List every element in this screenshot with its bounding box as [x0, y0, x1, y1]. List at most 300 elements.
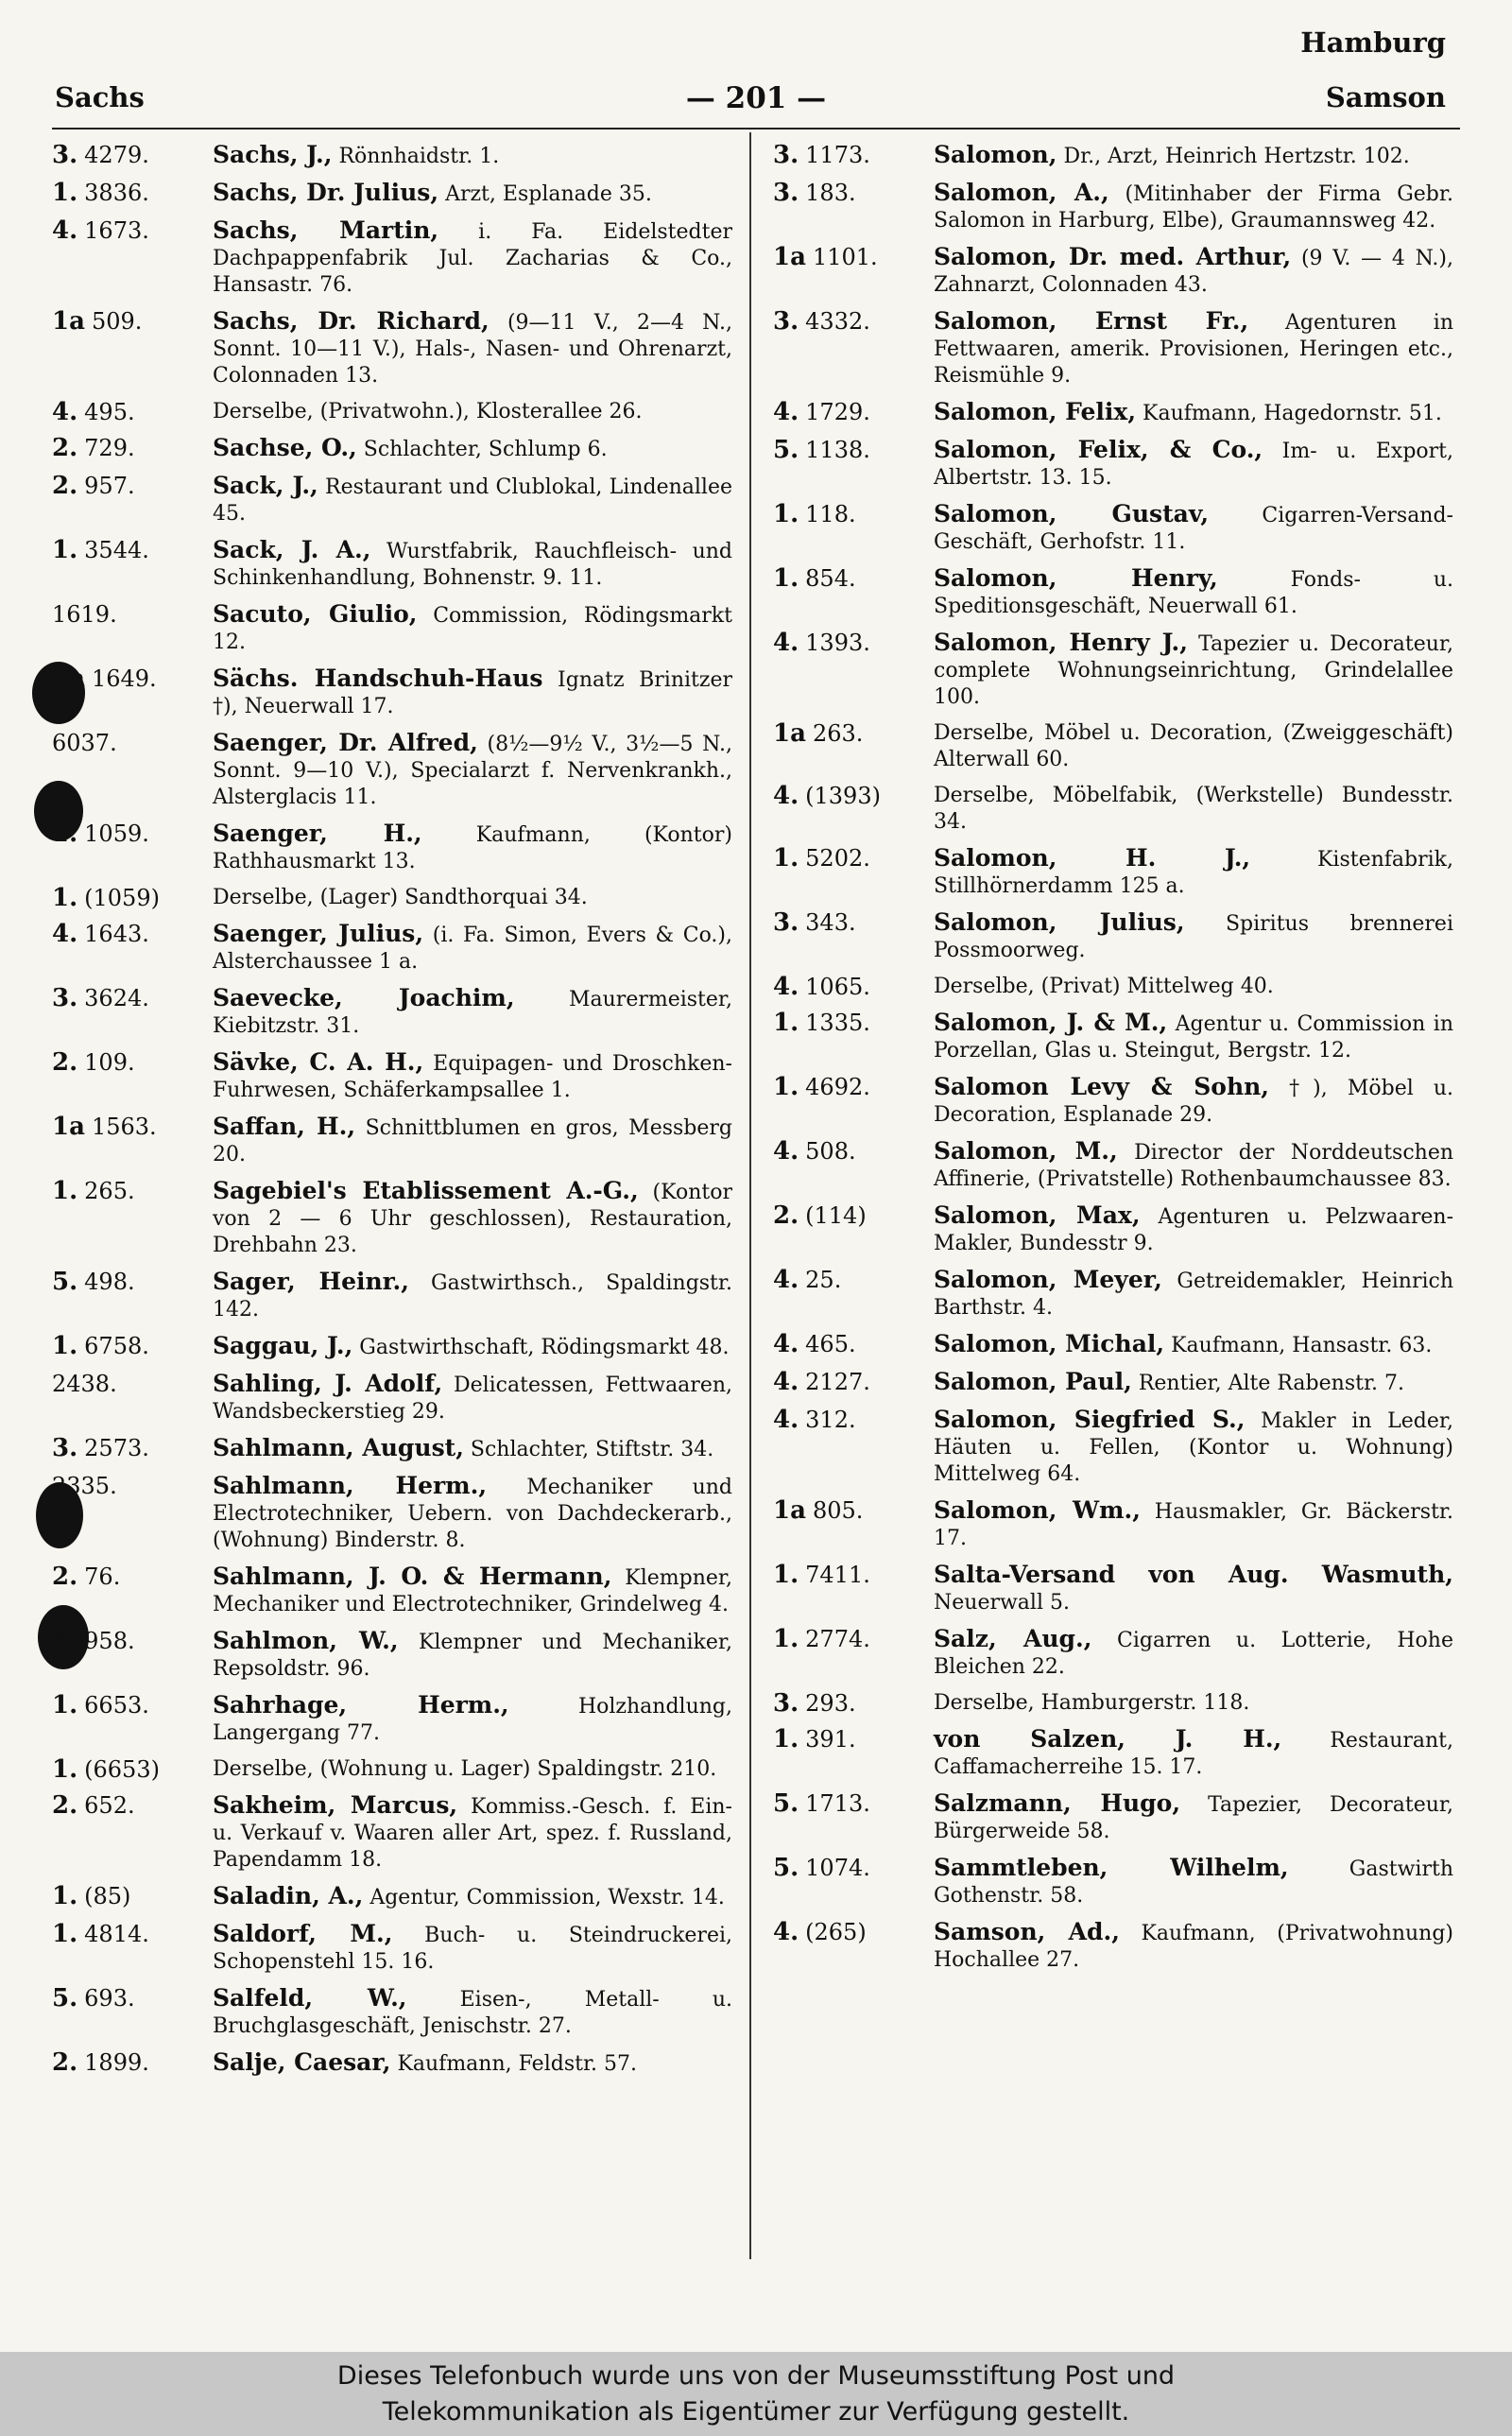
entry-details: Agenturen in Fettwaaren, amerik. Provisionen, Heringen etc., Reismühle 9. — [934, 311, 1453, 388]
phone-number — [52, 1985, 135, 2013]
line-number: 6758. — [84, 1333, 149, 1359]
phone-number — [52, 1692, 149, 1720]
subscriber-name: Saladin, A., — [213, 1882, 364, 1909]
exchange-code: 3. — [773, 908, 799, 937]
exchange-code: 1. — [773, 844, 799, 872]
line-number: 3544. — [84, 537, 149, 563]
exchange-code: 2. — [52, 1791, 78, 1820]
line-number: (6653) — [84, 1756, 160, 1783]
phone-number — [52, 1628, 135, 1656]
exchange-code: 1. — [773, 1561, 799, 1589]
subscriber-name: von Salzen, J. H., — [934, 1725, 1282, 1753]
line-number: 263. — [812, 720, 864, 747]
line-number: 118. — [805, 501, 856, 527]
entry-details: Equipagen- und Droschken-Fuhrwesen, Schäferkampsallee 1. — [213, 1052, 732, 1102]
line-number: 693. — [84, 1985, 135, 2012]
line-number: 805. — [812, 1497, 864, 1524]
subscriber-name: Salfeld, W., — [213, 1984, 407, 2012]
exchange-code: 5. — [773, 1854, 799, 1882]
exchange-code: 4. — [773, 1266, 799, 1294]
phone-number — [773, 1407, 856, 1435]
entry-details: Kaufmann, (Privatwohnung) Hochallee 27. — [934, 1922, 1453, 1972]
line-number: (114) — [805, 1202, 867, 1229]
directory-entry — [773, 180, 1453, 234]
city-header: Hamburg — [1300, 26, 1446, 59]
directory-entry — [773, 244, 1453, 299]
line-number: 4279. — [84, 142, 149, 168]
line-number: 1649. — [91, 665, 157, 692]
line-number: 1673. — [84, 217, 149, 244]
directory-entry — [52, 435, 732, 463]
entry-details: Derselbe, (Privat) Mittelweg 40. — [934, 975, 1274, 998]
entry-details: Tapezier u. Decorateur, complete Wohnungseinrichtung, Grindelallee 100. — [934, 632, 1453, 709]
directory-entry — [52, 1269, 732, 1323]
exchange-code: 4. — [52, 398, 78, 426]
line-number: 2335. — [52, 1473, 117, 1499]
subscriber-name: Sachse, O., — [213, 434, 357, 461]
exchange-code: 1. — [52, 1755, 78, 1784]
entry-details: Agentur u. Commission in Porzellan, Glas u. Steingut, Bergstr. 12. — [934, 1012, 1453, 1063]
phone-number — [52, 1756, 160, 1785]
subscriber-name: Samson, Ad., — [934, 1918, 1120, 1945]
line-number: 1101. — [812, 244, 878, 270]
directory-entry — [773, 1919, 1453, 1974]
line-number: 6037. — [52, 730, 117, 756]
phone-number — [773, 1331, 856, 1359]
subscriber-name: Salje, Caesar, — [213, 2048, 391, 2076]
subscriber-name: Sachs, Dr. Richard, — [213, 307, 490, 335]
phone-number — [773, 1074, 870, 1102]
phone-number — [52, 1371, 117, 1399]
exchange-code: 1. — [52, 1920, 78, 1948]
line-number: (1059) — [84, 885, 160, 911]
subscriber-name: Salomon, Wm., — [934, 1496, 1141, 1524]
entry-details: (8½—9½ V., 3½—5 N., Sonnt. 9—10 V.), Specialarzt f. Nervenkrankh., Alsterglacis 11. — [213, 733, 732, 809]
exchange-code: 3. — [52, 141, 78, 169]
phone-number — [773, 1726, 856, 1754]
subscriber-name: Salomon, Dr. med. Arthur, — [934, 243, 1292, 270]
phone-number — [52, 1269, 135, 1297]
exchange-code: 1. — [52, 1882, 78, 1910]
subscriber-name: Sachs, Dr. Julius, — [213, 179, 439, 206]
phone-number — [773, 845, 870, 873]
subscriber-name: Saggau, J., — [213, 1332, 353, 1359]
exchange-code: 3. — [52, 984, 78, 1012]
phone-number — [773, 308, 870, 337]
entry-details: Kaufmann, Hansastr. 63. — [1171, 1334, 1433, 1357]
directory-entry — [773, 974, 1453, 1000]
directory-entry — [52, 1333, 732, 1361]
exchange-code: 5. — [52, 1984, 78, 2013]
entry-details: Kommiss.-Gesch. f. Ein- u. Verkauf v. Waaren aller Art, spez. f. Russland, Papendamm 18. — [213, 1795, 732, 1872]
phone-number — [52, 730, 117, 758]
subscriber-name: Sagebiel's Etablissement A.-G., — [213, 1177, 639, 1204]
line-number: 854. — [805, 565, 856, 592]
subscriber-name: Salomon, Gustav, — [934, 500, 1210, 527]
directory-entry — [773, 142, 1453, 170]
line-number: (1393) — [805, 783, 881, 809]
exchange-code: 1. — [52, 884, 78, 912]
directory-entry — [52, 885, 732, 911]
subscriber-name: Saenger, H., — [213, 820, 422, 847]
phone-number — [773, 1010, 870, 1038]
exchange-code: 3. — [773, 1689, 799, 1718]
line-number: 391. — [805, 1726, 856, 1753]
entry-details: Rentier, Alte Rabenstr. 7. — [1138, 1372, 1405, 1395]
line-number: 2573. — [84, 1435, 149, 1461]
entry-details: Dr., Arzt, Heinrich Hertzstr. 102. — [1063, 145, 1410, 168]
entry-details: Ignatz Brinitzer †), Neuerwall 17. — [213, 668, 732, 718]
directory-entry — [773, 501, 1453, 556]
phone-number — [52, 473, 135, 501]
directory-entry — [773, 1855, 1453, 1909]
phone-number — [773, 1562, 870, 1590]
exchange-code: 1. — [773, 1625, 799, 1653]
directory-entry — [52, 665, 732, 720]
phone-number — [773, 720, 863, 749]
exchange-code: 1a — [773, 719, 806, 748]
directory-entry — [773, 1138, 1453, 1193]
subscriber-name: Saevecke, Joachim, — [213, 984, 515, 1011]
line-number: 1065. — [805, 974, 870, 1000]
subscriber-name: Saffan, H., — [213, 1113, 356, 1140]
line-number: 109. — [84, 1049, 135, 1076]
directory-entry — [773, 845, 1453, 900]
directory-entry — [52, 308, 732, 389]
entry-details: Gastwirth Gothenstr. 58. — [934, 1857, 1453, 1908]
phone-number — [773, 1497, 863, 1526]
subscriber-name: Sachs, Martin, — [213, 216, 439, 244]
directory-entry — [52, 217, 732, 299]
entry-details: Gastwirthsch., Spaldingstr. 142. — [213, 1271, 732, 1322]
subscriber-name: Salomon, Siegfried S., — [934, 1406, 1246, 1433]
subscriber-name: Salomon, — [934, 141, 1057, 168]
phone-number — [52, 665, 157, 694]
line-number: 1393. — [805, 630, 870, 656]
directory-entry — [773, 437, 1453, 492]
line-number: (85) — [84, 1883, 131, 1909]
phone-number — [52, 1178, 135, 1206]
directory-entry — [52, 921, 732, 976]
entry-details: Derselbe, Möbel u. Decoration, (Zweiggeschäft) Alterwall 60. — [934, 721, 1453, 771]
phone-number — [52, 435, 135, 463]
line-number: 183. — [805, 180, 856, 206]
directory-entry — [52, 1883, 732, 1911]
directory-entry — [52, 2049, 732, 2078]
line-number: 1074. — [805, 1855, 870, 1881]
entry-details: Klempner, Mechaniker und Electrotechniker, Grindelweg 4. — [213, 1566, 732, 1616]
subscriber-name: Sager, Heinr., — [213, 1268, 409, 1295]
line-number: 265. — [84, 1178, 135, 1204]
phone-number — [773, 1626, 870, 1654]
line-number: 3624. — [84, 985, 149, 1011]
subscriber-name: Salta-Versand von Aug. Wasmuth, — [934, 1561, 1453, 1588]
entry-details: Fonds- u. Speditionsgeschäft, Neuerwall 61. — [934, 568, 1453, 618]
line-number: 1643. — [84, 921, 149, 947]
phone-number — [773, 501, 856, 529]
subscriber-name: Salomon, Michal, — [934, 1330, 1165, 1357]
line-number: 1619. — [52, 601, 117, 628]
left-column — [52, 142, 732, 2087]
exchange-code: 3. — [773, 307, 799, 336]
line-number: 2127. — [805, 1369, 870, 1395]
line-number: 1059. — [84, 821, 149, 847]
phone-number — [773, 1919, 867, 1947]
phone-number — [52, 217, 149, 246]
entry-details: Makler in Leder, Häuten u. Fellen, (Kontor u. Wohnung) Mittelweg 64. — [934, 1409, 1453, 1486]
directory-entry — [52, 1371, 732, 1425]
directory-entry — [52, 1435, 732, 1463]
entry-details: Cigarren u. Lotterie, Hohe Bleichen 22. — [934, 1629, 1453, 1679]
phone-number — [52, 180, 149, 208]
line-number: 1713. — [805, 1790, 870, 1817]
entry-details: Kistenfabrik, Stillhörnerdamm 125 a. — [934, 848, 1453, 898]
line-number: 4332. — [805, 308, 870, 335]
exchange-code: 4. — [52, 216, 78, 245]
directory-entry — [52, 399, 732, 425]
phone-number — [52, 1921, 149, 1949]
left-guide-word: Sachs — [55, 81, 145, 113]
subscriber-name: Salomon Levy & Sohn, — [934, 1073, 1269, 1100]
directory-entry — [773, 308, 1453, 389]
entry-details: Restaurant und Clublokal, Lindenallee 45. — [213, 475, 732, 526]
right-column — [773, 142, 1453, 1983]
exchange-code: 1. — [773, 1009, 799, 1037]
phone-number — [52, 985, 149, 1013]
phone-number — [773, 1267, 841, 1295]
entry-details: Derselbe, (Wohnung u. Lager) Spaldingstr. 210. — [213, 1757, 717, 1781]
line-number: 495. — [84, 399, 135, 425]
directory-entry — [773, 1010, 1453, 1064]
exchange-code: 2. — [52, 1048, 78, 1077]
directory-entry — [773, 1074, 1453, 1129]
subscriber-name: Sachs, J., — [213, 141, 333, 168]
entry-details: Im- u. Export, Albertstr. 13. 15. — [934, 440, 1454, 490]
phone-number — [52, 308, 142, 337]
directory-entry — [52, 142, 732, 170]
line-number: 652. — [84, 1792, 135, 1819]
exchange-code: 5. — [773, 1789, 799, 1818]
phone-number — [773, 909, 856, 938]
subscriber-name: Salomon, A., — [934, 179, 1109, 206]
directory-entry — [52, 601, 732, 656]
entry-details: †), Möbel u. Decoration, Esplanade 29. — [934, 1077, 1453, 1127]
directory-entry — [52, 1628, 732, 1683]
phone-number — [773, 244, 878, 272]
exchange-code: 4. — [773, 1406, 799, 1434]
subscriber-name: Salomon, Henry J., — [934, 629, 1188, 656]
subscriber-name: Saenger, Julius, — [213, 920, 424, 947]
phone-number — [52, 821, 149, 849]
phone-number — [773, 1855, 870, 1883]
exchange-code: 4. — [773, 1330, 799, 1358]
entry-details: Director der Norddeutschen Affinerie, (Privatstelle) Rothenbaumchaussee 83. — [934, 1141, 1454, 1191]
entry-details: Mechaniker und Electrotechniker, Uebern. von Dachdeckerarb., (Wohnung) Binderstr. 8. — [213, 1476, 732, 1552]
exchange-code: 1. — [52, 1691, 78, 1719]
entry-details: Derselbe, Hamburgerstr. 118. — [934, 1691, 1250, 1715]
subscriber-name: Sahrhage, Herm., — [213, 1691, 509, 1719]
subscriber-name: Salomon, H. J., — [934, 844, 1251, 872]
line-number: 3836. — [84, 180, 149, 206]
directory-entry — [773, 720, 1453, 773]
exchange-code: 1. — [52, 179, 78, 207]
subscriber-name: Sahlmon, W., — [213, 1627, 399, 1654]
exchange-code: 1. — [773, 564, 799, 593]
subscriber-name: Sahlmann, Herm., — [213, 1472, 488, 1499]
entry-details: (9—11 V., 2—4 N., Sonnt. 10—11 V.), Hals-, Nasen- und Ohrenarzt, Colonnaden 13. — [213, 311, 733, 388]
directory-entry — [52, 180, 732, 208]
subscriber-name: Salzmann, Hugo, — [934, 1789, 1181, 1817]
phone-number — [52, 1473, 117, 1501]
subscriber-name: Sahling, J. Adolf, — [213, 1370, 443, 1397]
exchange-code: 2. — [52, 434, 78, 462]
directory-entry — [52, 1049, 732, 1104]
line-number: 465. — [805, 1331, 856, 1357]
line-number: (265) — [805, 1919, 867, 1945]
line-number: 1173. — [805, 142, 870, 168]
directory-entry — [773, 1202, 1453, 1257]
line-number: 312. — [805, 1407, 856, 1433]
directory-entry — [773, 1407, 1453, 1488]
line-number: 1729. — [805, 399, 870, 425]
directory-entry — [773, 783, 1453, 836]
subscriber-name: Sammtleben, Wilhelm, — [934, 1854, 1289, 1881]
entry-details: Wurstfabrik, Rauchfleisch- und Schinkenhandlung, Bohnenstr. 9. 11. — [213, 540, 732, 590]
line-number: 25. — [805, 1267, 842, 1293]
line-number: 957. — [84, 473, 135, 499]
directory-entry — [773, 399, 1453, 427]
phone-number — [52, 601, 117, 630]
subscriber-name: Salomon, Paul, — [934, 1368, 1132, 1395]
directory-entry — [773, 630, 1453, 711]
line-number: 729. — [84, 435, 135, 461]
phone-number — [52, 1114, 157, 1142]
phone-number — [52, 2049, 149, 2078]
directory-entry — [52, 1921, 732, 1976]
exchange-code: 3. — [773, 179, 799, 207]
entry-details: Derselbe, Möbelfabik, (Werkstelle) Bundesstr. 34. — [934, 784, 1453, 834]
entry-details: (Kontor von 2 — 6 Uhr geschlossen), Restauration, Drehbahn 23. — [213, 1181, 732, 1257]
line-number: 2438. — [52, 1371, 117, 1397]
directory-entry — [773, 1497, 1453, 1552]
exchange-code: 2. — [52, 2048, 78, 2077]
line-number: 6653. — [84, 1692, 149, 1719]
phone-number — [773, 1138, 856, 1166]
exchange-code: 2. — [773, 1201, 799, 1230]
subscriber-name: Sächs. Handschuh-Haus — [213, 665, 543, 692]
directory-entry — [773, 909, 1453, 964]
footer-notice — [0, 2352, 1512, 2436]
phone-number — [773, 1369, 870, 1397]
exchange-code: 1a — [52, 307, 85, 336]
exchange-code: 4. — [52, 920, 78, 948]
phone-number — [773, 437, 870, 465]
exchange-code: 4. — [773, 398, 799, 426]
line-number: 1335. — [805, 1010, 870, 1036]
subscriber-name: Sacuto, Giulio, — [213, 600, 418, 628]
exchange-code: 2. — [52, 1563, 78, 1591]
line-number: 7411. — [805, 1562, 870, 1588]
phone-number — [773, 1202, 867, 1231]
subscriber-name: Salomon, Max, — [934, 1201, 1141, 1229]
phone-number — [52, 1333, 149, 1361]
phone-number — [52, 1564, 120, 1592]
directory-entry — [52, 1792, 732, 1874]
entry-details: Maurermeister, Kiebitzstr. 31. — [213, 988, 733, 1038]
exchange-code: 4. — [773, 1137, 799, 1166]
entry-details: Gastwirthschaft, Rödingsmarkt 48. — [359, 1336, 730, 1359]
exchange-code: 1. — [52, 1332, 78, 1360]
entry-details: Spiritus brennerei Possmoorweg. — [934, 912, 1453, 962]
subscriber-name: Sakheim, Marcus, — [213, 1791, 458, 1819]
exchange-code: 1. — [773, 500, 799, 528]
exchange-code: 4. — [773, 629, 799, 657]
directory-entry — [52, 1473, 732, 1554]
phone-number — [773, 1790, 870, 1819]
line-number: 1138. — [805, 437, 870, 463]
exchange-code: 2. — [52, 472, 78, 500]
exchange-code: 1a — [773, 243, 806, 271]
exchange-code: 1. — [52, 1177, 78, 1205]
exchange-code: 5. — [52, 1627, 78, 1655]
exchange-code: 4. — [773, 782, 799, 810]
line-number: 293. — [805, 1690, 856, 1717]
phone-number — [773, 142, 870, 170]
directory-entry — [773, 1331, 1453, 1359]
exchange-code: 5. — [773, 436, 799, 464]
entry-details: Delicatessen, Fettwaaren, Wandsbeckerstieg 29. — [213, 1373, 732, 1424]
directory-entry — [773, 1267, 1453, 1322]
entry-details: Rönnhaidstr. 1. — [338, 145, 500, 168]
subscriber-name: Sack, J., — [213, 472, 318, 499]
phone-number — [52, 885, 160, 913]
directory-entry — [52, 1692, 732, 1747]
entry-details: Derselbe, (Lager) Sandthorquai 34. — [213, 886, 588, 909]
directory-entry — [52, 1178, 732, 1259]
subscriber-name: Salomon, Julius, — [934, 908, 1185, 936]
directory-entry — [773, 1726, 1453, 1781]
phone-number — [773, 630, 870, 658]
entry-details: Buch- u. Steindruckerei, Schopenstehl 15. 16. — [213, 1924, 732, 1974]
entry-details: Cigarren-Versand-Geschäft, Gerhofstr. 11. — [934, 504, 1453, 554]
entry-details: Agentur, Commission, Wexstr. 14. — [369, 1886, 725, 1909]
directory-entry — [773, 1790, 1453, 1845]
exchange-code: 5. — [52, 1268, 78, 1296]
line-number: 509. — [91, 308, 143, 335]
header-rule — [52, 128, 1460, 130]
entry-details: Schnittblumen en gros, Messberg 20. — [213, 1116, 732, 1166]
exchange-code: 3. — [52, 1434, 78, 1462]
subscriber-name: Sahlmann, J. O. & Hermann, — [213, 1563, 612, 1590]
phone-number — [52, 1883, 130, 1911]
exchange-code: 1a — [773, 1496, 806, 1525]
exchange-code: 3. — [773, 141, 799, 169]
directory-entry — [52, 537, 732, 592]
directory-entry — [52, 730, 732, 811]
page-number: — 201 — — [685, 81, 827, 115]
exchange-code: 1. — [52, 536, 78, 564]
subscriber-name: Salomon, Felix, & Co., — [934, 436, 1263, 463]
line-number: 958. — [84, 1628, 135, 1654]
entry-details: (Mitinhaber der Firma Gebr. Salomon in Harburg, Elbe), Graumannsweg 42. — [934, 182, 1453, 233]
entry-details: Kaufmann, Hagedornstr. 51. — [1143, 402, 1442, 425]
footer-line: Telekommunikation als Eigentümer zur Verfügung gestellt. — [382, 2397, 1130, 2427]
directory-entry — [773, 565, 1453, 620]
exchange-code: 4. — [773, 1368, 799, 1396]
entry-details: Klempner und Mechaniker, Repsoldstr. 96. — [213, 1631, 732, 1681]
entry-details: Kaufmann, (Kontor) Rathhausmarkt 13. — [213, 823, 732, 873]
exchange-code: 1a — [52, 1113, 85, 1141]
